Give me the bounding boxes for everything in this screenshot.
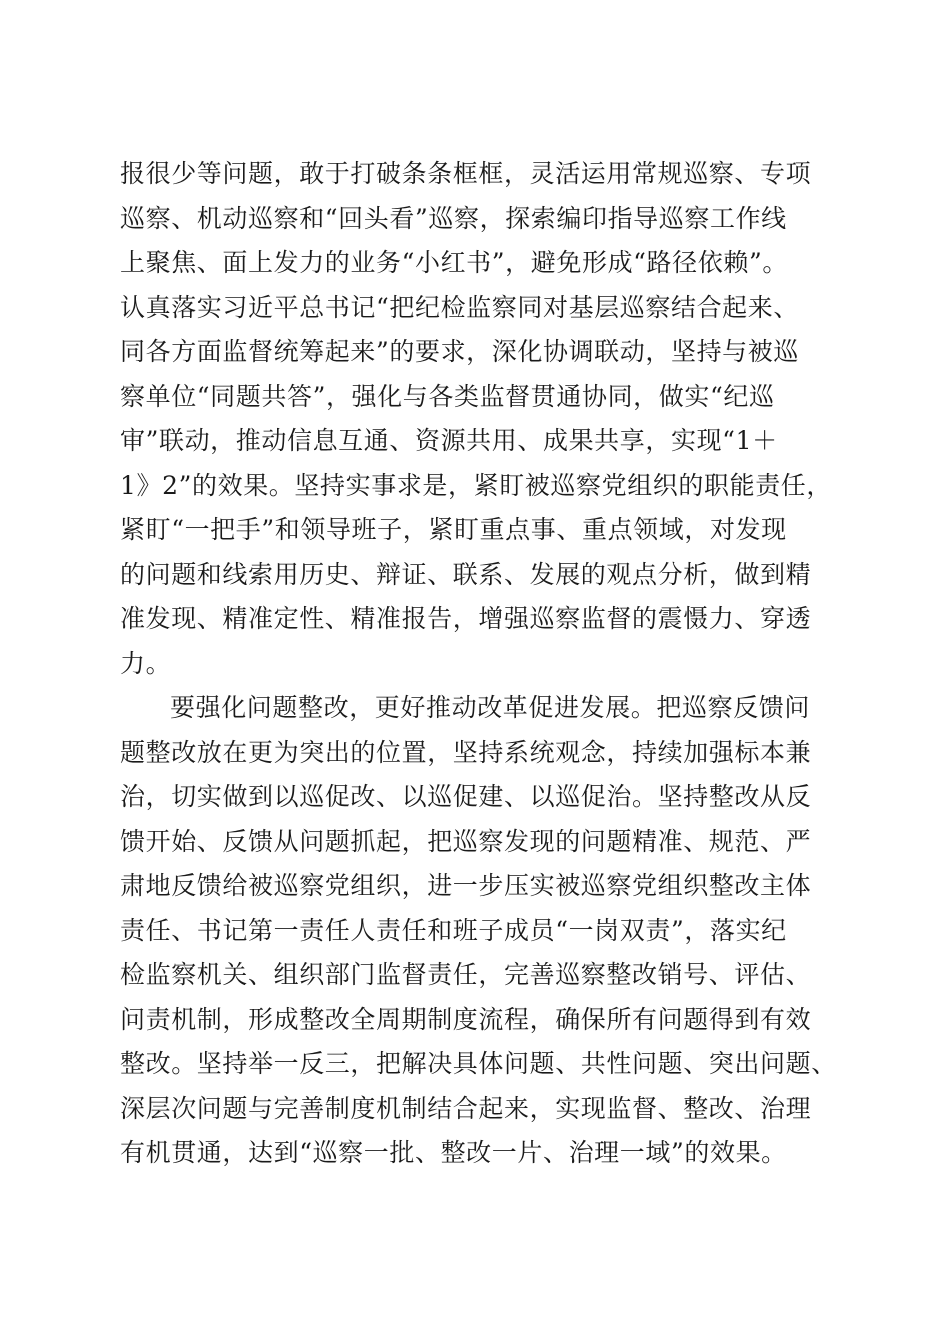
text-line: 深层次问题与完善制度机制结合起来，实现监督、整改、治理 (120, 1093, 812, 1123)
paragraph-start-line: 要强化问题整改，更好推动改革促进发展。把巡察反馈问 (170, 693, 811, 722)
text-line: 1》2”的效果。坚持实事求是，紧盯被巡察党组织的职能责任， (120, 470, 832, 500)
text-line: 题整改放在更为突出的位置，坚持系统观念，持续加强标本兼 (120, 737, 812, 767)
text-line: 问责机制，形成整改全周期制度流程，确保所有问题得到有效 (120, 1004, 812, 1034)
text-line: 报很少等问题，敢于打破条条框框，灵活运用常规巡察、专项 (120, 159, 812, 188)
text-line: 治，切实做到以巡促改、以巡促建、以巡促治。坚持整改从反 (120, 782, 812, 811)
text-line: 整改。坚持举一反三，把解决具体问题、共性问题、突出问题、 (120, 1049, 837, 1078)
text-line: 察单位“同题共答”，强化与各类监督贯通协同，做实“纪巡 (120, 381, 775, 411)
text-line: 责任、书记第一责任人责任和班子成员“一岗双责”，落实纪 (120, 915, 787, 945)
text-line: 巡察、机动巡察和“回头看”巡察，探索编印指导巡察工作线 (120, 203, 787, 233)
text-line: 同各方面监督统筹起来”的要求，深化协调联动，坚持与被巡 (120, 337, 799, 366)
text-line: 有机贯通，达到“巡察一批、整改一片、治理一域”的效果。 (120, 1138, 787, 1167)
text-line: 准发现、精准定性、精准报告，增强巡察监督的震慑力、穿透 (120, 604, 812, 633)
text-line: 力。 (120, 648, 172, 678)
text-line: 检监察机关、组织部门监督责任，完善巡察整改销号、评估、 (120, 960, 812, 989)
text-line: 上聚焦、面上发力的业务“小红书”，避免形成“路径依赖”。 (120, 248, 788, 277)
text-line: 馈开始、反馈从问题抓起，把巡察发现的问题精准、规范、严 (120, 826, 812, 856)
text-line: 的问题和线索用历史、辩证、联系、发展的观点分析，做到精 (120, 559, 812, 589)
text-line: 肃地反馈给被巡察党组织，进一步压实被巡察党组织整改主体 (120, 871, 812, 900)
text-line: 审”联动，推动信息互通、资源共用、成果共享，实现“1＋ (120, 426, 778, 455)
body-text (120, 152, 850, 1176)
text-line: 认真落实习近平总书记“把纪检监察同对基层巡察结合起来、 (120, 292, 799, 322)
text-line: 紧盯“一把手”和领导班子，紧盯重点事、重点领域，对发现 (120, 515, 787, 544)
